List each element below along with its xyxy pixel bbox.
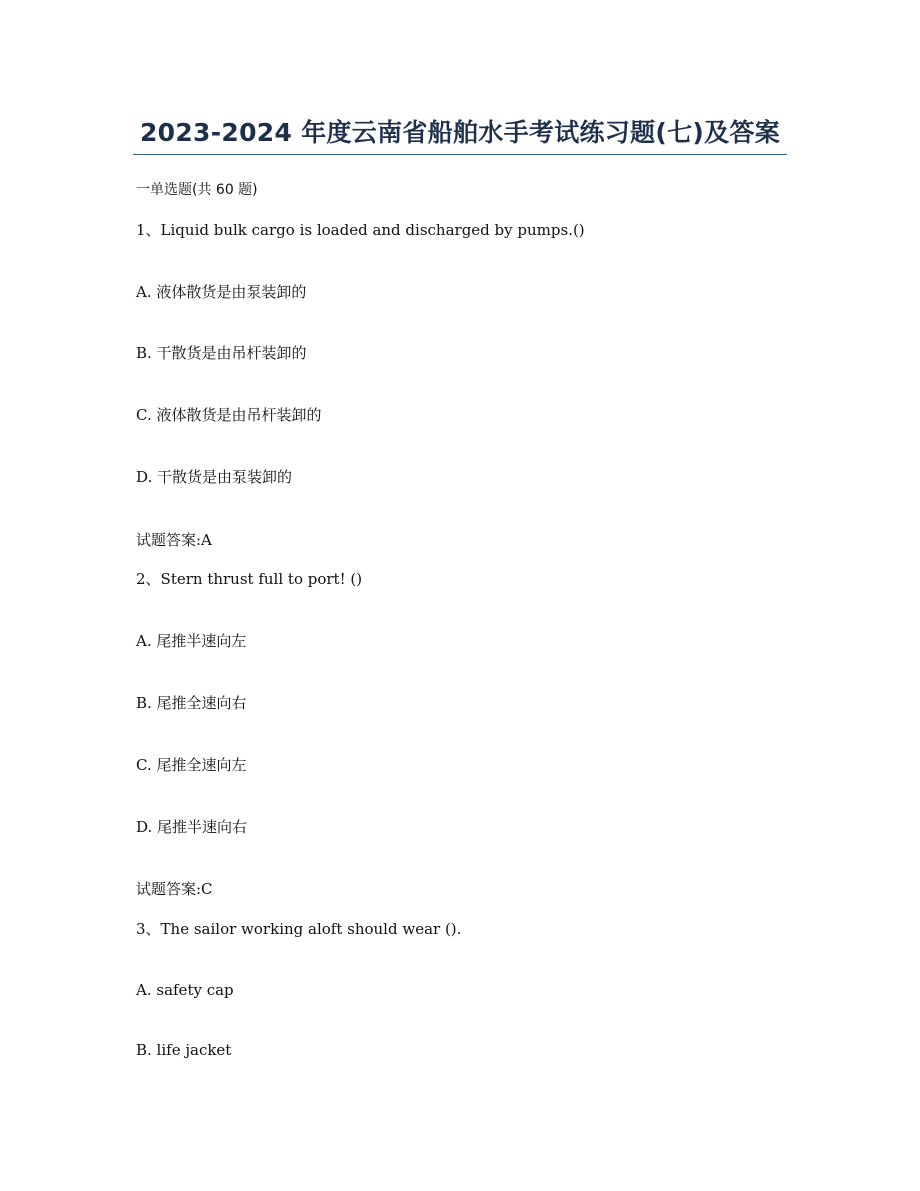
option-c: C. 尾推全速向左 [136,756,247,774]
page-title: 2023-2024 年度云南省船舶水手考试练习题(七)及答案 [139,118,781,147]
answer-text: 试题答案:C [136,880,213,898]
question-stem: 3、The sailor working aloft should wear (). [136,920,462,938]
option-d: D. 尾推半速向右 [136,818,248,836]
question-stem: 2、Stern thrust full to port! () [136,570,363,588]
option-a: A. safety cap [136,981,234,999]
option-b: B. 尾推全速向右 [136,694,247,712]
answer-text: 试题答案:A [136,531,212,549]
option-d: D. 干散货是由泵装卸的 [136,468,293,486]
option-c: C. 液体散货是由吊杆装卸的 [136,406,322,424]
title-divider [133,154,787,155]
question-stem: 1、Liquid bulk cargo is loaded and discharged by pumps.() [136,221,585,239]
section-header: 一单选题(共 60 题) [136,182,258,198]
option-a: A. 尾推半速向左 [136,632,247,650]
option-a: A. 液体散货是由泵装卸的 [136,283,307,301]
option-b: B. life jacket [136,1041,232,1059]
option-b: B. 干散货是由吊杆装卸的 [136,344,307,362]
